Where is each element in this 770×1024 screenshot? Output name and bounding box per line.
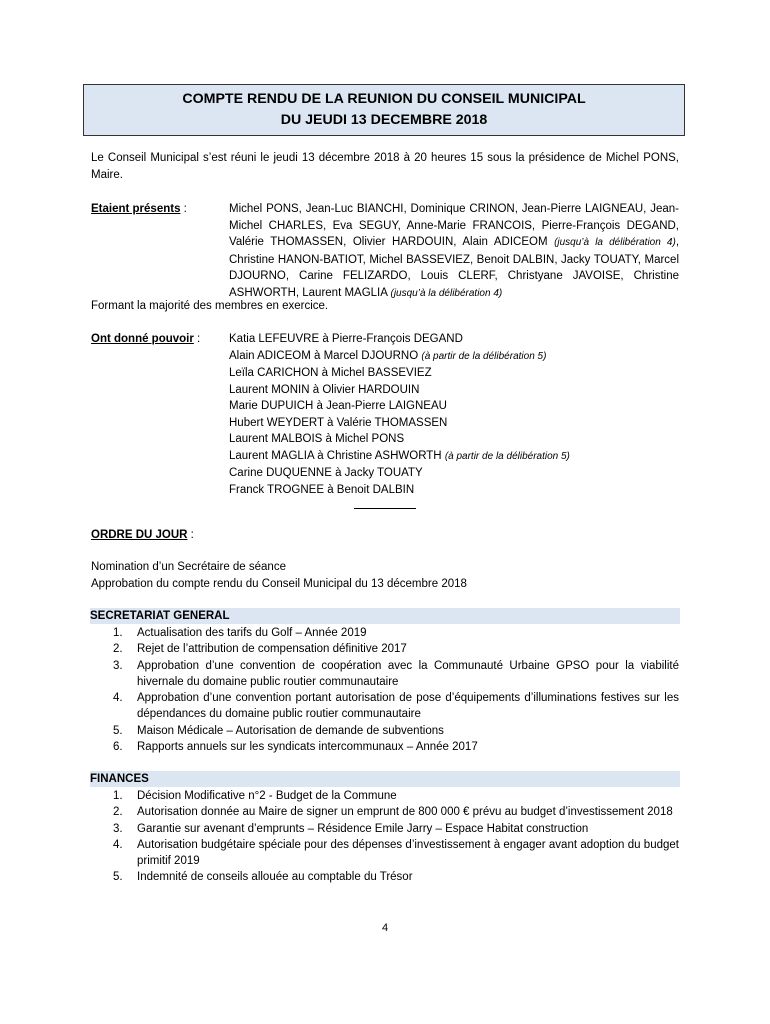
- page-title: COMPTE RENDU DE LA REUNION DU CONSEIL MUNICIPAL: [182, 91, 586, 107]
- presents-text-a: Michel PONS, Jean-Luc BIANCHI, Dominique CRINON, Jean-Pierre LAIGNEAU, Jean-Michel CHARLES, Eva SEGUY, Anne-Marie FRANCOIS, Pierre-François DEGAND, Valérie THOMASSEN, Olivier HARDOUIN, Alain ADICEOM: [229, 203, 679, 248]
- list-item: 1. Décision Modificative n°2 - Budget de la Commune: [113, 790, 397, 802]
- list-item: 5. Indemnité de conseils allouée au comptable du Trésor: [113, 871, 413, 884]
- proxy-line: Carine DUQUENNE à Jacky TOUATY: [229, 467, 423, 479]
- title-box: [83, 84, 685, 136]
- list-item: 4. Autorisation budgétaire spéciale pour des dépenses d’investissement à engager avant adoption du budget primitif 2019: [113, 838, 679, 868]
- section-finances-title: FINANCES: [90, 771, 680, 787]
- separator-rule: [354, 508, 416, 509]
- presents-list: [229, 201, 679, 302]
- proxy-line: Marie DUPUICH à Jean-Pierre LAIGNEAU: [229, 400, 447, 412]
- list-item: 3. Garantie sur avenant d’emprunts – Résidence Emile Jarry – Espace Habitat construction: [113, 822, 589, 835]
- proxy-line: Leïla CARICHON à Michel BASSEVIEZ: [229, 367, 432, 379]
- agenda-item: Nomination d’un Secrétaire de séance: [91, 561, 286, 573]
- proxy-line: Alain ADICEOM à Marcel DJOURNO (à partir de la délibération 5): [229, 349, 547, 362]
- agenda-label: ORDRE DU JOUR: [91, 529, 188, 541]
- list-item: 1. Actualisation des tarifs du Golf – Année 2019: [113, 627, 367, 639]
- presents-note-b: (jusqu’à la délibération 4): [390, 287, 503, 299]
- agenda-item: Approbation du compte rendu du Conseil Municipal du 13 décembre 2018: [91, 578, 467, 590]
- majority-line: Formant la majorité des membres en exercice.: [91, 300, 329, 312]
- page-subtitle: DU JEUDI 13 DECEMBRE 2018: [280, 112, 488, 128]
- proxies-label: Ont donné pouvoir: [91, 333, 194, 345]
- list-item: 3. Approbation d’une convention de coopération avec la Communauté Urbaine GPSO pour la viabilité hivernale du domaine public routier communautaire: [113, 659, 679, 688]
- proxy-line: Katia LEFEUVRE à Pierre-François DEGAND: [229, 333, 463, 345]
- section-secretariat-title: SECRETARIAT GENERAL: [90, 608, 680, 624]
- presents-colon: :: [180, 203, 187, 215]
- list-item: 2. Autorisation donnée au Maire de signer un emprunt de 800 000 € prévu au budget d’investissement 2018: [113, 806, 673, 819]
- proxy-line: Laurent MONIN à Olivier HARDOUIN: [229, 383, 420, 396]
- list-item: 4. Approbation d’une convention portant autorisation de pose d’équipements d’illuminations festives sur les dépendances du domaine public routier communautaire: [113, 692, 679, 721]
- presents-heading: [91, 201, 187, 218]
- presents-text-b: , Christine HANON-BATIOT, Michel BASSEVIEZ, Benoit DALBIN, Jacky TOUATY, Marcel DJOURNO, Carine FELIZARDO, Louis CLERF, Christyane JAVOISE, Christine ASHWORTH, Laurent MAGLIA: [229, 236, 680, 299]
- proxies-heading: [91, 331, 200, 348]
- secretariat-list: [91, 625, 679, 755]
- intro-paragraph: Le Conseil Municipal s’est réuni le jeudi 13 décembre 2018 à 20 heures 15 sous la présidence de Michel PONS, Maire.: [91, 152, 679, 181]
- finances-list: [91, 788, 679, 886]
- list-item: 6. Rapports annuels sur les syndicats intercommunaux – Année 2017: [113, 741, 478, 754]
- presents-label: Etaient présents: [91, 203, 181, 215]
- proxy-line: Hubert WEYDERT à Valérie THOMASSEN: [229, 416, 448, 429]
- proxies-colon: :: [193, 333, 201, 345]
- agenda-heading: [91, 527, 194, 544]
- page-number: 4: [381, 922, 389, 934]
- presents-note-a: (jusqu’à la délibération 4): [554, 237, 676, 248]
- proxy-line: Franck TROGNEE à Benoit DALBIN: [229, 483, 415, 496]
- agenda-colon: :: [187, 529, 194, 541]
- proxy-line: Laurent MALBOIS à Michel PONS: [229, 433, 405, 445]
- list-item: 2. Rejet de l’attribution de compensation définitive 2017: [113, 643, 407, 656]
- list-item: 5. Maison Médicale – Autorisation de demande de subventions: [113, 724, 444, 737]
- proxy-line: Laurent MAGLIA à Christine ASHWORTH (à partir de la délibération 5): [229, 449, 570, 462]
- proxies-list: [229, 331, 679, 498]
